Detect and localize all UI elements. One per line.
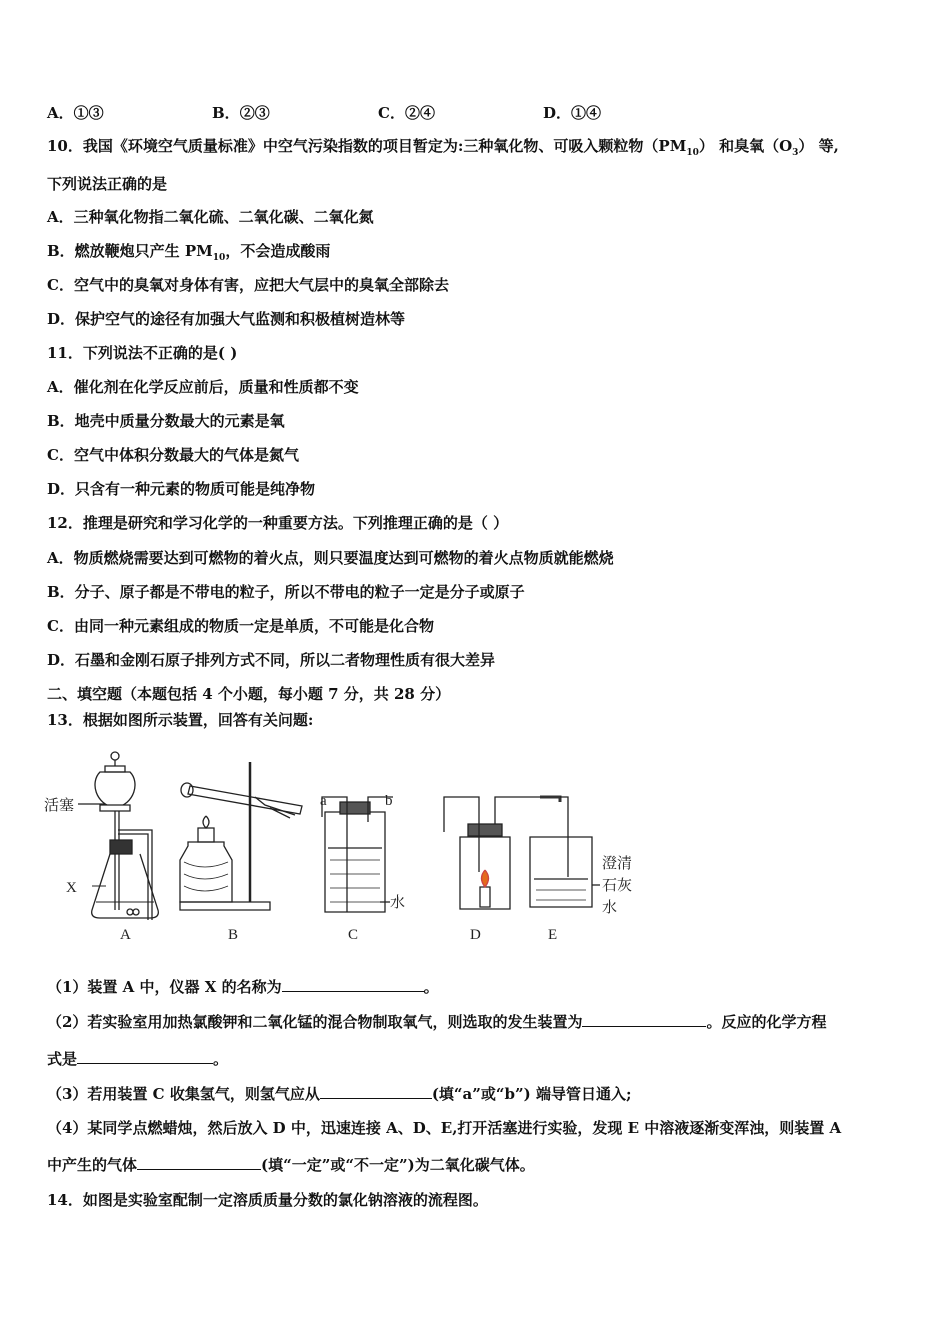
apparatus-b	[180, 762, 302, 910]
answer-blank-2[interactable]	[582, 1012, 706, 1027]
caption-a: A	[120, 927, 131, 943]
q9-option-d: D．①④	[543, 104, 602, 122]
answer-blank-5[interactable]	[137, 1155, 261, 1170]
label-limewater-2: 石灰	[602, 876, 633, 894]
q13-part-3: （3）若用装置 C 收集氢气，则氢气应从 (填“a”或“b”) 端导管日通入;	[47, 1085, 632, 1103]
apparatus-figure	[40, 742, 660, 947]
label-valve: 活塞	[44, 796, 75, 814]
apparatus-e	[530, 797, 600, 907]
q11-stem: 11．下列说法不正确的是( )	[47, 344, 238, 362]
q10-option-a: A．三种氧化物指二氧化硫、二氧化碳、二氧化氮	[47, 208, 374, 226]
answer-blank-4[interactable]	[320, 1084, 432, 1099]
q10-option-c: C．空气中的臭氧对身体有害，应把大气层中的臭氧全部除去	[47, 276, 449, 294]
q10-stem: 10．我国《环境空气质量标准》中空气污染指数的项目暂定为:三种氧化物、可吸入颗粒物$(PM_{10})$ 和臭氧$(O_3)$ 等,	[47, 137, 839, 158]
label-limewater-1: 澄清	[602, 854, 633, 872]
q14-stem: 14．如图是实验室配制一定溶质质量分数的氯化钠溶液的流程图。	[47, 1191, 488, 1209]
section-2-title: 二、填空题（本题包括 4 个小题，每小题 7 分，共 28 分）	[47, 685, 451, 703]
q10-option-b: B．燃放鞭炮只产生 $PM_{10}$，不会造成酸雨	[47, 242, 331, 263]
q11-option-d: D．只含有一种元素的物质可能是纯净物	[47, 480, 316, 498]
q12-option-d: D．石墨和金刚石原子排列方式不同，所以二者物理性质有很大差异	[47, 651, 496, 669]
q13-part-2-cont: 式是 。	[47, 1050, 229, 1068]
caption-e: E	[548, 927, 558, 943]
answer-blank-3[interactable]	[77, 1049, 213, 1064]
label-x: X	[66, 880, 77, 896]
q10-stem-cont: 下列说法正确的是	[47, 175, 168, 193]
label-limewater-3: 水	[602, 898, 618, 916]
q9-option-a: A．①③	[47, 104, 104, 122]
q9-option-b: B．②③	[212, 104, 270, 122]
q10-option-d: D．保护空气的途径有加强大气监测和积极植树造林等	[47, 310, 406, 328]
answer-blank-1[interactable]	[282, 977, 424, 992]
caption-c: C	[348, 927, 359, 943]
q13-part-4: （4）某同学点燃蜡烛，然后放入 D 中，迅速连接 A、D、E,打开活塞进行实验，发现 E 中溶液逐渐变浑浊，则装置 A	[47, 1119, 842, 1137]
q12-option-b: B．分子、原子都是不带电的粒子，所以不带电的粒子一定是分子或原子	[47, 583, 525, 601]
apparatus-a	[78, 752, 158, 920]
q13-stem: 13．根据如图所示装置，回答有关问题:	[47, 711, 314, 729]
q12-option-c: C．由同一种元素组成的物质一定是单质，不可能是化合物	[47, 617, 434, 635]
q13-part-2: （2）若实验室用加热氯酸钾和二氧化锰的混合物制取氧气，则选取的发生装置为 。反应的化学方程	[47, 1013, 827, 1031]
caption-d: D	[470, 927, 481, 943]
caption-b: B	[228, 927, 239, 943]
q9-option-c: C．②④	[378, 104, 435, 122]
q13-part-1: （1）装置 A 中，仪器 X 的名称为 。	[47, 978, 439, 996]
label-a: a	[320, 793, 327, 809]
label-b: b	[385, 793, 393, 809]
q11-option-a: A．催化剂在化学反应前后，质量和性质都不变	[47, 378, 359, 396]
apparatus-d	[444, 797, 540, 909]
apparatus-c	[322, 797, 393, 912]
q12-option-a: A．物质燃烧需要达到可燃物的着火点，则只要温度达到可燃物的着火点物质就能燃烧	[47, 549, 614, 567]
q13-part-4-cont: 中产生的气体 (填“一定”或“不一定”)为二氧化碳气体。	[47, 1156, 535, 1174]
q11-option-c: C．空气中体积分数最大的气体是氮气	[47, 446, 299, 464]
q11-option-b: B．地壳中质量分数最大的元素是氧	[47, 412, 285, 430]
q12-stem: 12．推理是研究和学习化学的一种重要方法。下列推理正确的是（ ）	[47, 514, 509, 532]
label-water: 水	[390, 893, 406, 911]
